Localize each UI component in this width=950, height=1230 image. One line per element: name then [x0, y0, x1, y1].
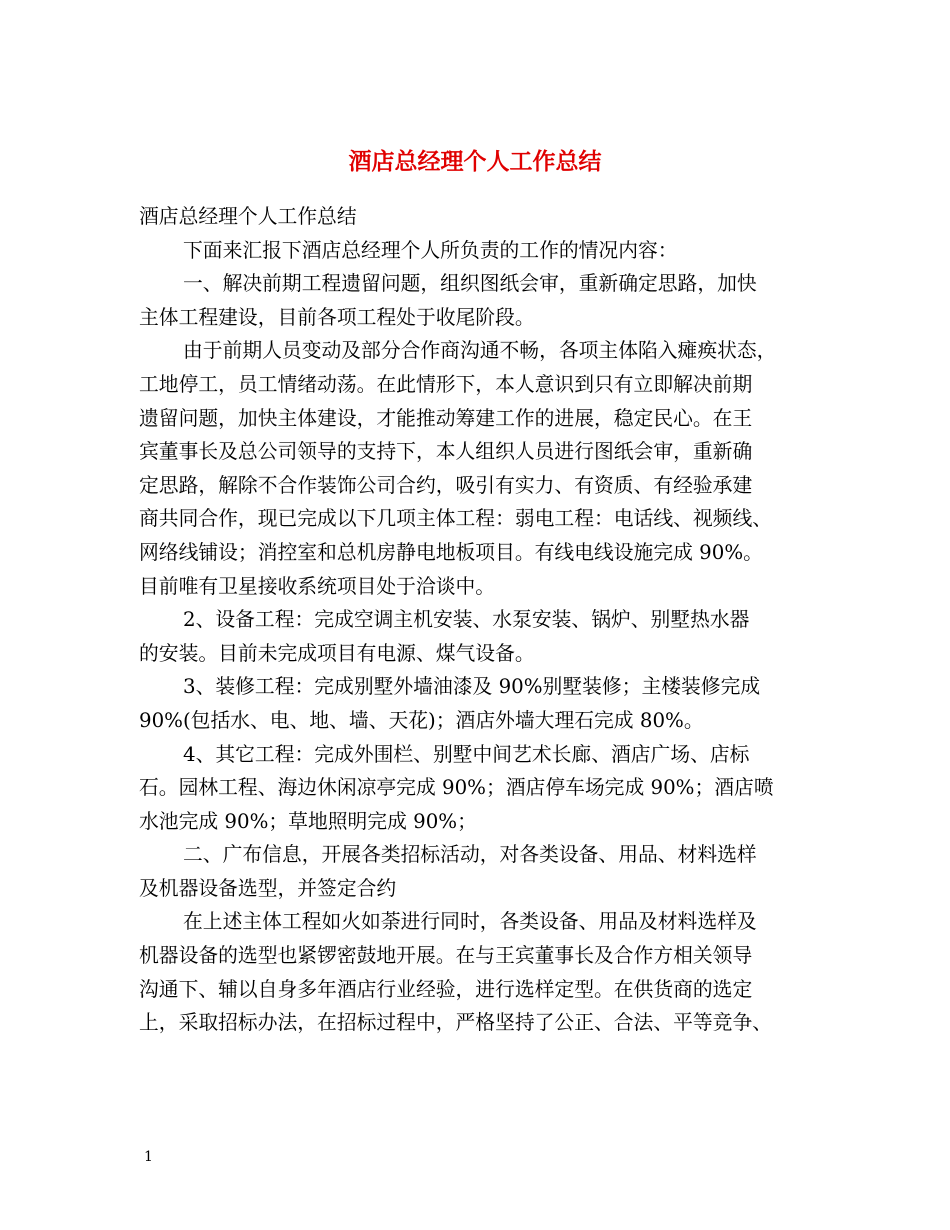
- document-title: 酒店总经理个人工作总结: [348, 148, 602, 176]
- text-line: 及机器设备选型，并签定合约: [139, 876, 397, 900]
- text-line: 3、装修工程：完成别墅外墙油漆及 90%别墅装修；主楼装修完成: [183, 675, 761, 699]
- text-line: 4、其它工程：完成外围栏、别墅中间艺术长廊、酒店广场、店标: [183, 742, 750, 766]
- text-line: 网络线铺设；消控室和总机房静电地板项目。有线电线设施完成 90%。: [139, 540, 763, 564]
- text-line: 石。园林工程、海边休闲凉亭完成 90%；酒店停车场完成 90%；酒店喷: [139, 776, 774, 800]
- text-line: 遗留问题，加快主体建设，才能推动筹建工作的进展，稳定民心。在王: [139, 406, 753, 430]
- text-line: 宾董事长及总公司领导的支持下，本人组织人员进行图纸会审，重新确: [139, 440, 753, 464]
- text-line: 二、广布信息，开展各类招标活动，对各类设备、用品、材料选样: [183, 843, 757, 867]
- text-line: 2、设备工程：完成空调主机安装、水泵安装、锅炉、别墅热水器: [183, 608, 750, 632]
- text-line: 目前唯有卫星接收系统项目处于洽谈中。: [139, 574, 496, 598]
- text-line: 由于前期人员变动及部分合作商沟通不畅，各项主体陷入瘫痪状态，: [183, 339, 777, 363]
- page-number: 1: [144, 1149, 153, 1165]
- text-line: 商共同合作，现已完成以下几项主体工程：弱电工程：电话线、视频线、: [139, 507, 773, 531]
- text-line: 主体工程建设，目前各项工程处于收尾阶段。: [139, 305, 535, 329]
- text-line: 的安装。目前未完成项目有电源、煤气设备。: [139, 641, 535, 665]
- text-line: 沟通下、辅以自身多年酒店行业经验，进行选样定型。在供货商的选定: [139, 977, 753, 1001]
- text-line: 一、解决前期工程遗留问题，组织图纸会审，重新确定思路，加快: [183, 272, 757, 296]
- text-line: 酒店总经理个人工作总结: [139, 205, 357, 228]
- document-body: [139, 200, 815, 1040]
- text-line: 90%(包括水、电、地、墙、天花)；酒店外墙大理石完成 80%。: [139, 708, 704, 732]
- text-line: 工地停工，员工情绪动荡。在此情形下，本人意识到只有立即解决前期: [139, 372, 753, 396]
- text-line: 上，采取招标办法，在招标过程中，严格坚持了公正、合法、平等竞争、: [139, 1011, 773, 1035]
- text-line: 下面来汇报下酒店总经理个人所负责的工作的情况内容：: [183, 238, 678, 262]
- text-line: 机器设备的选型也紧锣密鼓地开展。在与王宾董事长及合作方相关领导: [139, 944, 753, 968]
- text-line: 水池完成 90%；草地照明完成 90%；: [139, 809, 477, 833]
- text-line: 定思路，解除不合作装饰公司合约，吸引有实力、有资质、有经验承建: [139, 473, 753, 497]
- text-line: 在上述主体工程如火如荼进行同时，各类设备、用品及材料选样及: [183, 910, 757, 934]
